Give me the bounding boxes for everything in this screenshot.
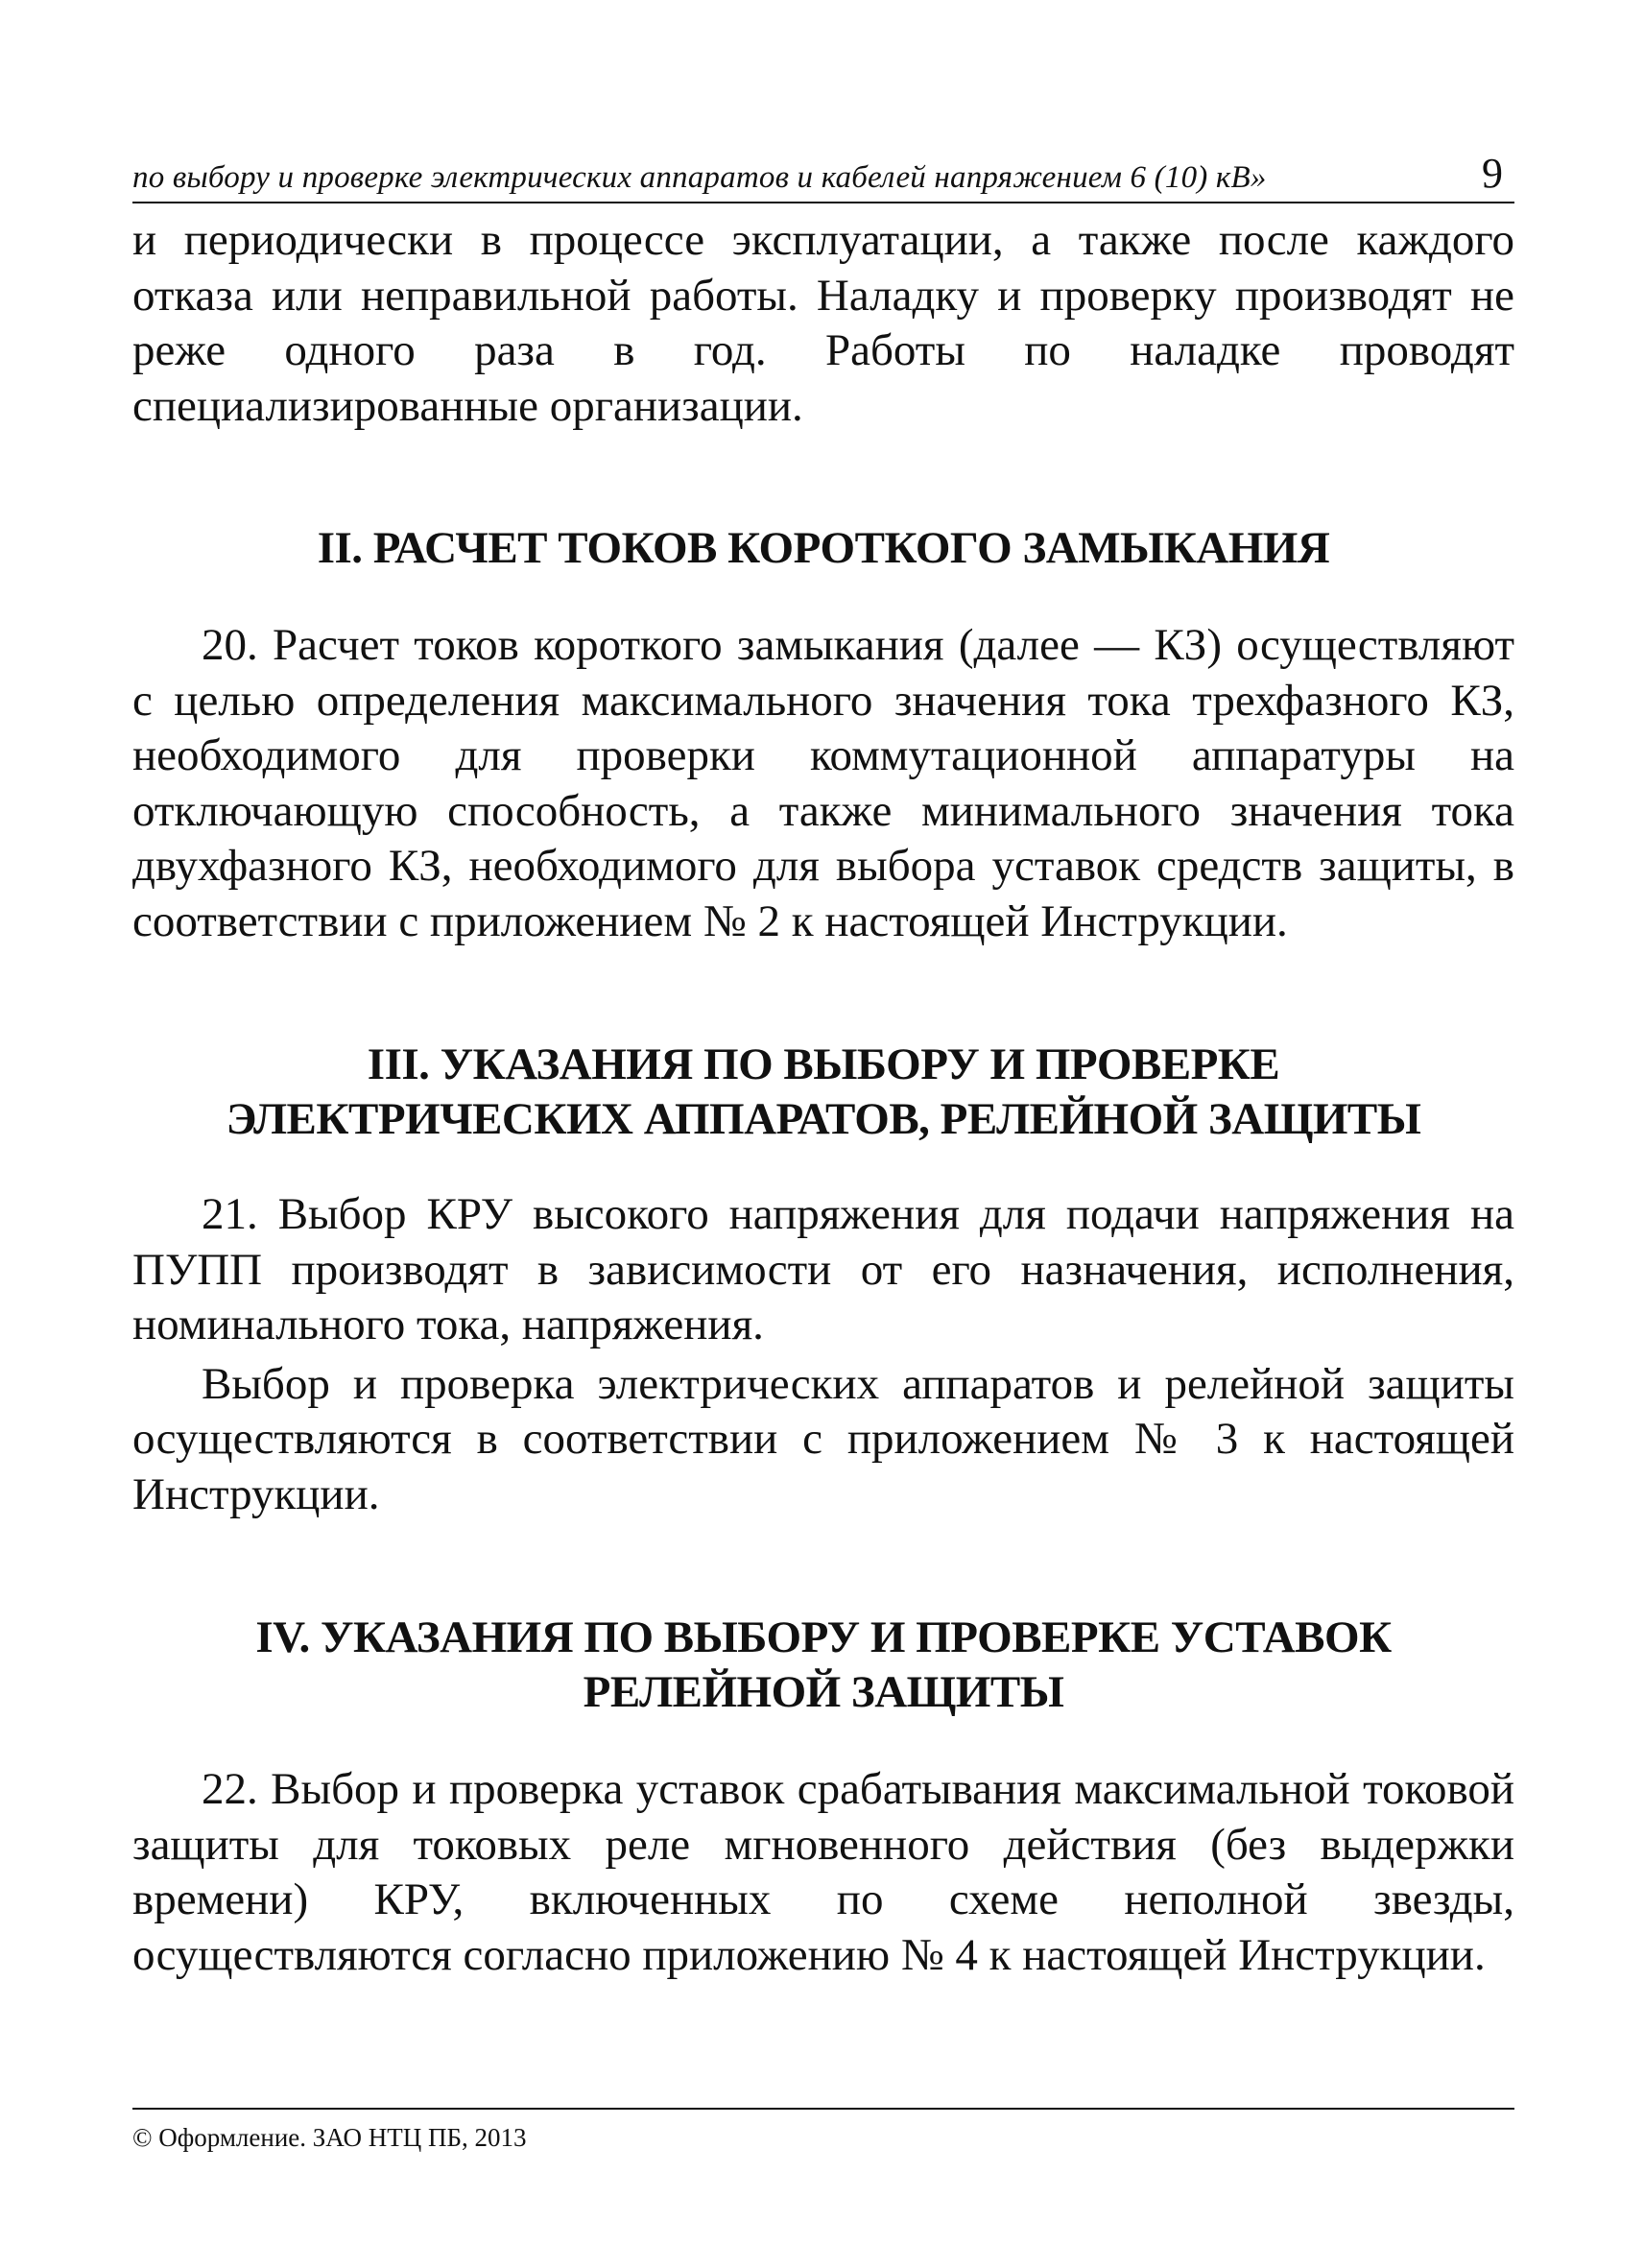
section-3-heading-line-1: III. УКАЗАНИЯ ПО ВЫБОРУ И ПРОВЕРКЕ xyxy=(367,1039,1280,1089)
section-4-heading xyxy=(132,1611,1514,1720)
section-3-heading xyxy=(132,1038,1514,1147)
section-4-heading-line-2: РЕЛЕЙНОЙ ЗАЩИТЫ xyxy=(583,1667,1064,1717)
paragraph-21: 21. Выбор КРУ высокого напряжения для подачи напряжения на ПУПП производят в зависимости от его назначения, исполнения, номинального тока, напряжения. xyxy=(132,1189,1514,1349)
section-3-heading-line-2: ЭЛЕКТРИЧЕСКИХ АППАРАТОВ, РЕЛЕЙНОЙ ЗАЩИТЫ xyxy=(226,1094,1421,1144)
running-title: по выбору и проверке электрических аппаратов и кабелей напряжением 6 (10) кВ» xyxy=(132,160,1267,195)
running-header xyxy=(132,150,1514,203)
copyright-notice: © Оформление. ЗАО НТЦ ПБ, 2013 xyxy=(132,2123,527,2152)
paragraph-20: 20. Расчет токов короткого замыкания (далее — КЗ) осуществляют с целью определения максимального значения тока трехфазного КЗ, необходимого для проверки коммутационной аппаратуры на отключающую способность, а также минимального значения тока двухфазного КЗ, необходимого для выбора уставок средств защиты, в соответствии с приложением № 2 к настоящей Инструкции. xyxy=(132,620,1514,946)
section-2-heading: II. РАСЧЕТ ТОКОВ КОРОТКОГО ЗАМЫКАНИЯ xyxy=(317,523,1330,573)
page-number: 9 xyxy=(1482,150,1503,197)
page-footer xyxy=(132,2108,1514,2153)
body-text xyxy=(132,213,1514,1983)
section-4-heading-line-1: IV. УКАЗАНИЯ ПО ВЫБОРУ И ПРОВЕРКЕ УСТАВОК xyxy=(255,1612,1392,1662)
paragraph-22: 22. Выбор и проверка уставок срабатывания максимальной токовой защиты для токовых реле мгновенного действия (без выдержки времени) КРУ, включенных по схеме неполной звезды, осуществляются согласно приложению № 4 к настоящей Инструкции. xyxy=(132,1764,1514,1980)
paragraph-21-continued: Выбор и проверка электрических аппаратов и релейной защиты осуществляются в соответствии с приложением № 3 к настоящей Инструкции. xyxy=(132,1358,1514,1519)
intro-paragraph: и периодически в процессе эксплуатации, а также после каждого отказа или неправильной работы. Наладку и проверку производят не реже одного раза в год. Работы по наладке проводят специализированные организации. xyxy=(132,215,1514,431)
